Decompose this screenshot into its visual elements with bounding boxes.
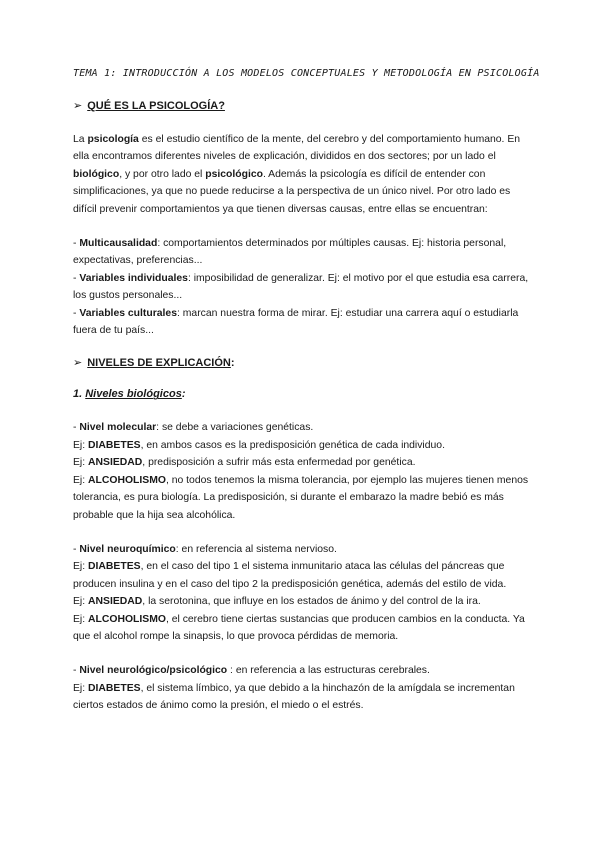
example-text: , en ambos casos es la predisposición genética de cada individuo. bbox=[140, 439, 445, 451]
example-text: , predisposición a sufrir más esta enfermedad por genética. bbox=[142, 457, 416, 469]
level-lead: - bbox=[73, 543, 80, 555]
level-term: Nivel molecular bbox=[79, 422, 157, 434]
cause-item bbox=[73, 305, 535, 340]
level-text: : en referencia a las estructuras cerebrales. bbox=[227, 665, 430, 677]
cause-lead: - bbox=[73, 238, 80, 250]
example-term: ANSIEDAD bbox=[88, 596, 143, 608]
intro-text: . Además la psicología es difícil de entender con simplificaciones, ya que no puede reducirse a la perspectiva de un único nivel. Por otro lado es difícil prevenir comportamientos ya que tienen diversas causas, entre ellas se encuentran: bbox=[73, 168, 511, 215]
cause-term: Variables individuales bbox=[79, 272, 188, 284]
intro-bold: psicológico bbox=[205, 168, 263, 180]
intro-text: es el estudio científico de la mente, del cerebro y del comportamiento humano. En ella encontramos diferentes niveles de explicación, divididos en dos sectores; por un lado el bbox=[73, 134, 521, 163]
example-term: ALCOHOLISMO bbox=[88, 613, 166, 625]
level-term: Nivel neuroquímico bbox=[79, 543, 176, 555]
example-term: DIABETES bbox=[88, 682, 141, 694]
cause-lead: - bbox=[73, 272, 80, 284]
cause-item bbox=[73, 235, 535, 270]
intro-text: La bbox=[73, 134, 88, 145]
cause-text: : marcan nuestra forma de mirar. Ej: estudiar una carrera aquí o estudiarla fuera de tu país... bbox=[73, 307, 519, 337]
example-prefix: Ej: bbox=[73, 613, 89, 625]
example-term: ANSIEDAD bbox=[88, 457, 143, 469]
example-line bbox=[73, 472, 535, 524]
example-term: DIABETES bbox=[88, 561, 141, 573]
document-title: TEMA 1: INTRODUCCIÓN A LOS MODELOS CONCEPTUALES Y METODOLOGÍA EN PSICOLOGÍA bbox=[73, 68, 540, 79]
level-lead: - bbox=[73, 422, 80, 434]
level-item-neuroquimico bbox=[73, 541, 535, 558]
example-text: , el sistema límbico, ya que debido a la hinchazón de la amígdala se incrementan ciertos estados de ánimo como la presión, el miedo o el estrés. bbox=[73, 682, 515, 712]
example-prefix: Ej: bbox=[73, 457, 89, 469]
heading-text: QUÉ ES LA PSICOLOGÍA? bbox=[87, 100, 225, 112]
subsection-heading-biologicos bbox=[73, 388, 535, 400]
cause-text: : comportamientos determinados por múltiples causas. Ej: historia personal, expectativas, preferencias... bbox=[73, 238, 507, 267]
document-page bbox=[73, 68, 540, 715]
example-text: , en el caso del tipo 1 el sistema inmunitario ataca las células del páncreas que producen insulina y en el caso del tipo 2 la predisposición genética, además del estilo de vida. bbox=[73, 561, 507, 590]
level-lead: - bbox=[73, 665, 80, 677]
example-term: ALCOHOLISMO bbox=[88, 474, 166, 486]
intro-bold: biológico bbox=[73, 168, 120, 180]
example-text: , la serotonina, que influye en los estados de ánimo y del control de la ira. bbox=[142, 596, 481, 608]
example-line bbox=[73, 437, 535, 454]
example-prefix: Ej: bbox=[73, 439, 89, 451]
example-prefix: Ej: bbox=[73, 561, 89, 573]
subsection-colon: : bbox=[181, 388, 186, 401]
section-heading-niveles bbox=[73, 356, 535, 369]
example-prefix: Ej: bbox=[73, 682, 89, 694]
example-line bbox=[73, 454, 535, 471]
intro-bold: psicología bbox=[87, 134, 139, 145]
example-term: DIABETES bbox=[88, 439, 141, 451]
heading-colon: : bbox=[230, 357, 235, 370]
intro-paragraph bbox=[73, 131, 535, 218]
example-prefix: Ej: bbox=[73, 596, 89, 608]
example-line bbox=[73, 558, 535, 593]
subsection-number: 1. bbox=[73, 388, 86, 401]
example-prefix: Ej: bbox=[73, 474, 89, 486]
example-text: , el cerebro tiene ciertas sustancias que producen cambios en la conducta. Ya que el alcohol rompe la sinapsis, lo que provoca pérdidas de memoria. bbox=[73, 613, 525, 642]
intro-text: , y por otro lado el bbox=[119, 168, 206, 180]
heading-text: NIVELES DE EXPLICACIÓN bbox=[87, 357, 231, 370]
level-item-molecular bbox=[73, 419, 535, 436]
subsection-title: Niveles biológicos bbox=[85, 388, 182, 401]
example-text: , no todos tenemos la misma tolerancia, por ejemplo las mujeres tienen menos tolerancia, es pura biología. La predisposición, si durante el embarazo la madre bebió es más probable que la hija sea alcohólica. bbox=[73, 474, 529, 521]
cause-lead: - bbox=[73, 307, 80, 319]
section-heading-que-es bbox=[73, 99, 535, 112]
arrow-bullet-icon: ➢ bbox=[73, 357, 83, 370]
example-line bbox=[73, 593, 535, 610]
example-line bbox=[73, 680, 535, 715]
cause-text: : imposibilidad de generalizar. Ej: el motivo por el que estudia esa carrera, los gustos personales... bbox=[73, 272, 529, 302]
cause-item bbox=[73, 270, 535, 305]
arrow-bullet-icon: ➢ bbox=[73, 100, 83, 112]
level-item-neurologico bbox=[73, 662, 535, 679]
level-text: : se debe a variaciones genéticas. bbox=[156, 422, 314, 434]
level-term: Nivel neurológico/psicológico bbox=[79, 665, 228, 677]
level-text: : en referencia al sistema nervioso. bbox=[175, 543, 337, 555]
cause-term: Multicausalidad bbox=[79, 238, 158, 250]
example-line bbox=[73, 611, 535, 646]
cause-term: Variables culturales bbox=[79, 307, 177, 319]
